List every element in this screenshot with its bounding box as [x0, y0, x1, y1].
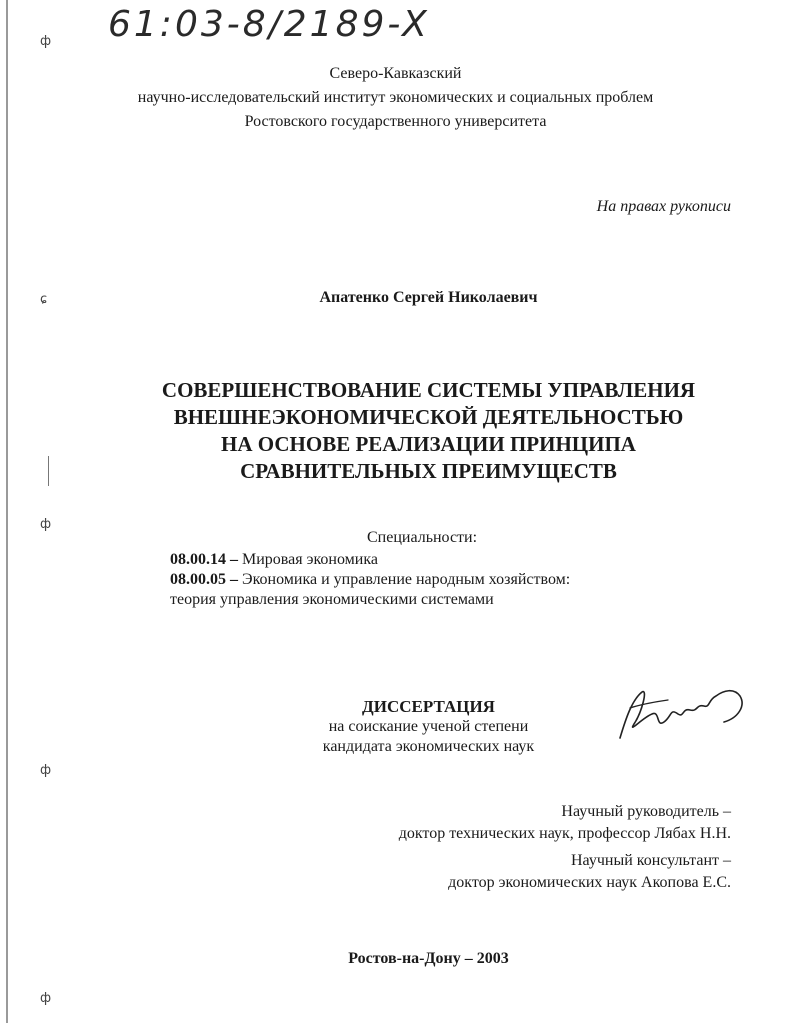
author-signature [612, 678, 760, 750]
institution-line: Северо-Кавказский [329, 65, 462, 82]
rights-note: На правах рукописи [596, 198, 731, 215]
institution-line: Ростовского государственного университета [244, 113, 547, 130]
archive-number: 61:03-8/2189-X [108, 4, 430, 45]
margin-mark: ф [40, 991, 52, 1006]
specialty-code: 08.00.05 [170, 571, 226, 588]
specialty-continuation: теория управления экономическими системами [170, 591, 494, 608]
author-name: Апатенко Сергей Николаевич [319, 289, 538, 306]
margin-mark: ф [40, 34, 52, 49]
supervisor-block [399, 801, 731, 845]
title-line: СОВЕРШЕНСТВОВАНИЕ СИСТЕМЫ УПРАВЛЕНИЯ [161, 378, 696, 402]
margin-mark: ф [40, 763, 52, 778]
specialty-text: Экономика и управление народным хозяйством: [242, 571, 571, 588]
margin-mark: ɕ [40, 292, 48, 307]
specialty-text: Мировая экономика [242, 551, 378, 568]
title-line: ВНЕШНЕЭКОНОМИЧЕСКОЙ ДЕЯТЕЛЬНОСТЬЮ [173, 405, 684, 429]
title-line: СРАВНИТЕЛЬНЫХ ПРЕИМУЩЕСТВ [240, 459, 617, 483]
specialty-dash: – [226, 551, 242, 568]
institution-block [0, 62, 791, 134]
margin-mark: ф [40, 517, 52, 532]
consultant-role: Научный консультант – [571, 852, 731, 869]
specialty-dash: – [226, 571, 242, 588]
specialties-list [170, 550, 570, 610]
place-year: Ростов-на-Дону – 2003 [348, 950, 509, 967]
consultant-name: доктор экономических наук Акопова Е.С. [448, 874, 731, 891]
specialty-item [170, 550, 570, 570]
specialty-code: 08.00.14 [170, 551, 226, 568]
supervisor-name: доктор технических наук, профессор Лябах Н.Н. [398, 825, 731, 842]
specialty-item [170, 570, 570, 590]
scan-edge-line [6, 0, 8, 1023]
dissertation-title [0, 377, 791, 485]
dissertation-heading: ДИССЕРТАЦИЯ [362, 697, 495, 716]
title-line: НА ОСНОВЕ РЕАЛИЗАЦИИ ПРИНЦИПА [221, 432, 636, 456]
institution-line: научно-исследовательский институт экономических и социальных проблем [137, 89, 654, 106]
degree-line: кандидата экономических наук [322, 738, 535, 755]
degree-line: на соискание ученой степени [328, 718, 529, 735]
specialties-heading: Специальности: [367, 529, 478, 546]
supervisor-role: Научный руководитель – [561, 803, 731, 820]
consultant-block [448, 850, 731, 894]
